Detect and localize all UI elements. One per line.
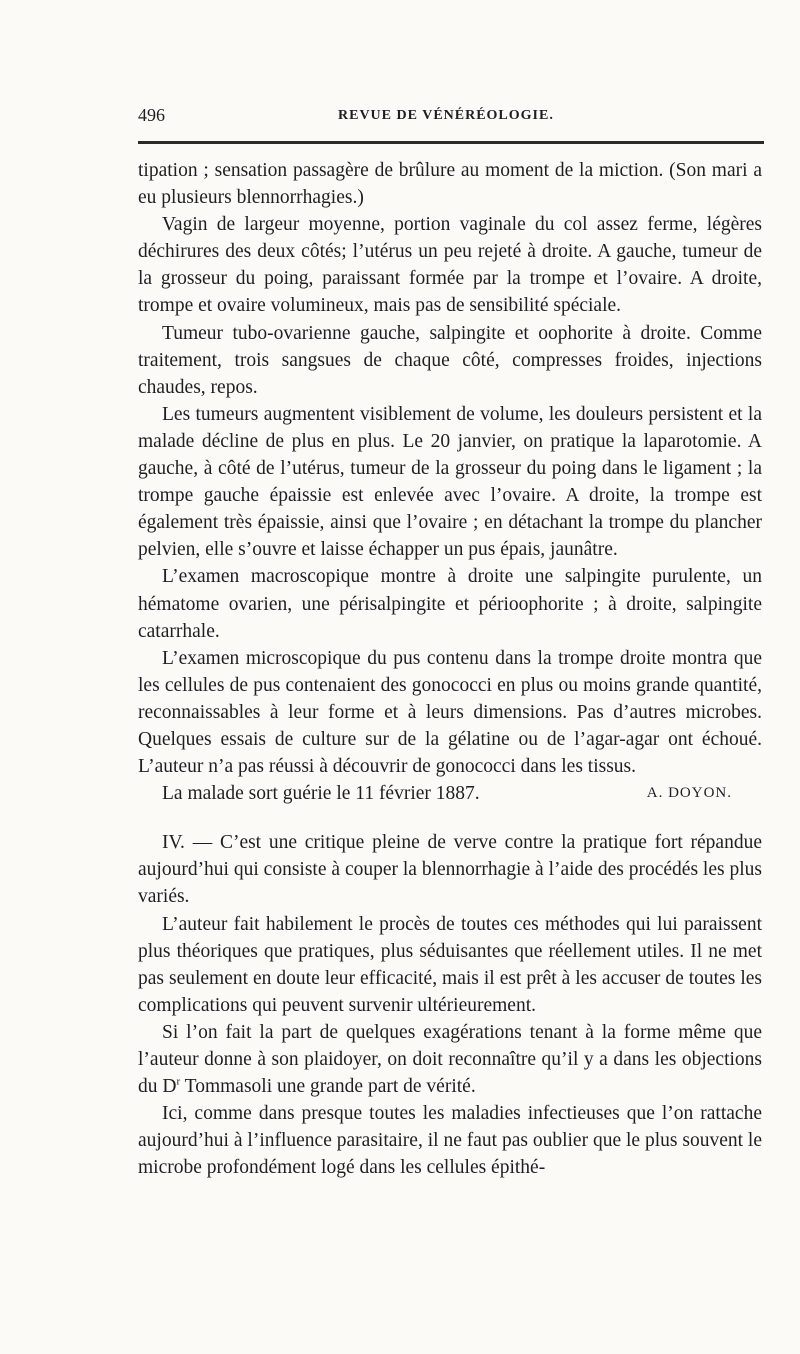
paragraph: Ici, comme dans presque toutes les maladies infectieuses que l’on rattache aujourd’hui à l’influence parasitaire, il ne faut pas oublier que le plus souvent le microbe profondément logé dans les cellules épithé- bbox=[138, 1103, 762, 1179]
closing-sentence: La malade sort guérie le 11 février 1887. bbox=[162, 783, 480, 805]
paragraph: L’auteur fait habilement le procès de toutes ces méthodes qui lui paraissent plus théoriques que pratiques, plus séduisantes que réellement utiles. Il ne met pas seulement en doute leur efficacité, mais il est prêt à les accuser de toutes les complications qui peuvent survenir ultérieurement. bbox=[138, 913, 762, 1016]
section-gap bbox=[138, 807, 762, 829]
running-head bbox=[138, 105, 762, 131]
paragraph: tipation ; sensation passagère de brûlure au moment de la miction. (Son mari a eu plusieurs blennorrhagies.) bbox=[138, 160, 762, 209]
paragraph: Les tumeurs augmentent visiblement de volume, les douleurs persistent et la malade décline de plus en plus. Le 20 janvier, on pratique la laparotomie. A gauche, à côté de l’utérus, tumeur de la grosseur du poing dans le ligament ; la trompe gauche épaissie est enlevée avec l’ovaire. A droite, la trompe est également très épaissie, ainsi que l’ovaire ; en détachant la trompe du plancher pelvien, elle s’ouvre et laisse échapper un pus épais, jaunâtre. bbox=[138, 403, 762, 561]
paragraph-text: Tommasoli une grande part de vérité. bbox=[180, 1076, 476, 1098]
author-signature: A. DOYON. bbox=[646, 785, 732, 802]
article-body bbox=[138, 157, 762, 1181]
paragraph: L’examen macroscopique montre à droite une salpingite purulente, un hématome ovarien, une périsalpingite et périoophorite ; à droite, salpingite catarrhale. bbox=[138, 566, 762, 642]
paragraph: L’examen microscopique du pus contenu dans la trompe droite montra que les cellules de pus contenaient des gonococci en plus ou moins grande quantité, reconnaissables à leur forme et à leurs dimensions. Pas d’autres microbes. Quelques essais de culture sur de la gélatine ou de l’agar-agar ont échoué. L’auteur n’a pas réussi à découvrir de gonococci dans les tissus. bbox=[138, 647, 762, 778]
paragraph: Vagin de largeur moyenne, portion vaginale du col assez ferme, légères déchirures des deux côtés; l’utérus un peu rejeté à droite. A gauche, tumeur de la grosseur du poing, paraissant formée par la trompe et l’ovaire. A droite, trompe et ovaire volumineux, mais pas de sensibilité spéciale. bbox=[138, 214, 762, 317]
journal-title: REVUE DE VÉNÉRÉOLOGIE. bbox=[338, 108, 554, 123]
header-rule bbox=[138, 141, 764, 144]
page-number: 496 bbox=[138, 105, 165, 125]
paragraph: Tumeur tubo-ovarienne gauche, salpingite et oophorite à droite. Comme traitement, trois sangsues de chaque côté, compresses froides, injections chaudes, repos. bbox=[138, 322, 762, 398]
superscript: r bbox=[176, 1075, 181, 1088]
paragraph-text: Si l’on fait la part de quelques exagérations tenant à la forme même que l’auteur donne à son plaidoyer, on doit reconnaître qu’il y a dans les objections du D bbox=[138, 1021, 762, 1098]
closing-line bbox=[138, 780, 762, 807]
paragraph: IV. — C’est une critique pleine de verve contre la pratique fort répandue aujourd’hui qui consiste à couper la blennorrhagie à l’aide des procédés les plus variés. bbox=[138, 832, 762, 908]
paragraph bbox=[138, 1019, 762, 1100]
